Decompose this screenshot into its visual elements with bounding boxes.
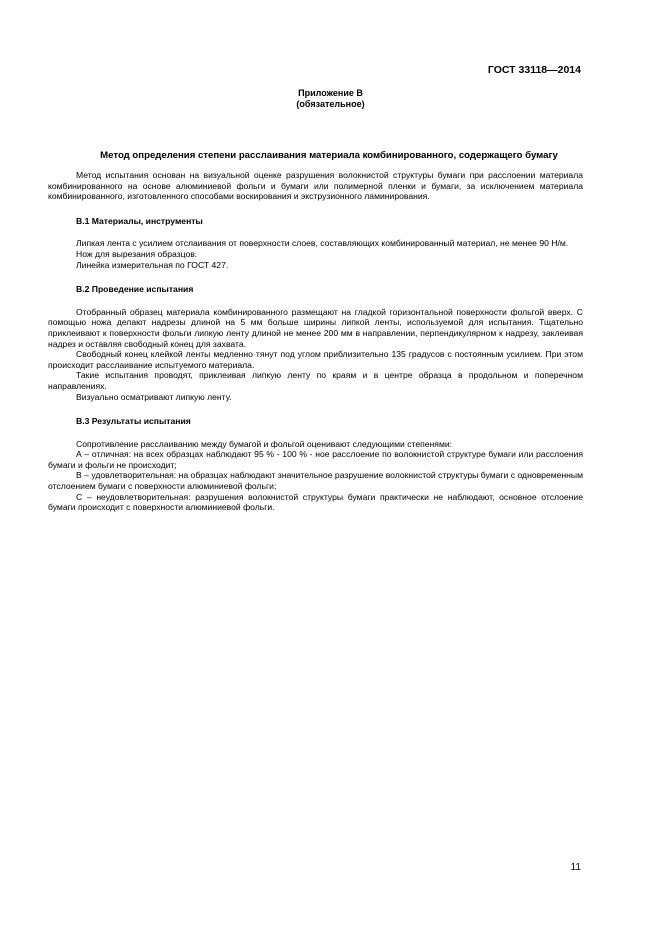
paragraph: В – удовлетворительная: на образцах наблюдают значительное разрушение волокнистой структуры бумаги с одновременным отслоением бумаги с поверхности алюминиевой фольги; xyxy=(48,470,583,492)
paragraph: С – неудовлетворительная: разрушения волокнистой структуры бумаги практически не наблюдают, основное отслоение бумаги происходит с поверхности алюминиевой фольги. xyxy=(48,491,583,513)
paragraph: А – отличная: на всех образцах наблюдают 95 % - 100 % - нoe расслоение по волокнистой структуре бумаги или расслоения бумаги и фольги не происходит; xyxy=(48,449,583,470)
paragraph: Отобранный образец материала комбинированного размещают на гладкой горизонтальной поверхности фольгой вверх. С помощью ножа делают надрезы длиной на 5 мм больше ширины липкой ленты, используемой для испытания. Тщательно приклеивают к поверхности фольги липкую ленту длиной не менее 200 мм в направлении, перпендикулярном к надрезу, заклеивая надрез и оставляя свободный конец для захвата. xyxy=(48,306,583,349)
paragraph: Свободный конец клейкой ленты медленно тянут под углом приблизительно 135 градусов с постоянным усилием. При этом происходит расслаивание испытуемого материала. xyxy=(48,349,583,370)
page-number: 11 xyxy=(570,862,581,873)
annex-heading xyxy=(0,88,661,110)
document-body xyxy=(48,170,583,513)
paragraph: Сопротивление расслаиванию между бумагой и фольгой оценивают следующими степенями: xyxy=(76,438,453,449)
paragraph: Такие испытания проводят, приклеивая липкую ленту по краям и в центре образца в продольном и поперечном направлениях. xyxy=(48,370,583,391)
paragraph: Нож для вырезания образцов. xyxy=(76,248,198,259)
section-procedure xyxy=(48,284,583,402)
paragraph: Липкая лента с усилием отслаивания от поверхности слоев, составляющих комбинированный материал, не менее 90 Н/м. xyxy=(76,238,569,249)
section-results xyxy=(48,416,583,513)
section-heading: В.2 Проведение испытания xyxy=(76,284,194,295)
intro-paragraph: Метод испытания основан на визуальной оценке разрушения волокнистой структуры бумаги при расслоении материала комбинированного на основе алюминиевой фольги и бумаги или полимерной пленки и бумаги, за исключением материала комбинированного, изготовленного способами воскирования и экструзионного ламинирования. xyxy=(48,170,583,202)
annex-status: (обязательное) xyxy=(296,99,365,109)
document-title: Метод определения степени расслаивания материала комбинированного, содержащего бумагу xyxy=(100,150,558,161)
standard-number: ГОСТ 33118—2014 xyxy=(487,64,581,76)
section-heading: В.1 Материалы, инструменты xyxy=(76,215,203,226)
section-materials xyxy=(48,216,583,270)
section-heading: В.3 Результаты испытания xyxy=(76,416,191,427)
paragraph: Визуально осматривают липкую ленту. xyxy=(76,391,232,402)
annex-title: Приложение В xyxy=(298,88,363,98)
paragraph: Линейка измерительная по ГОСТ 427. xyxy=(76,259,229,270)
